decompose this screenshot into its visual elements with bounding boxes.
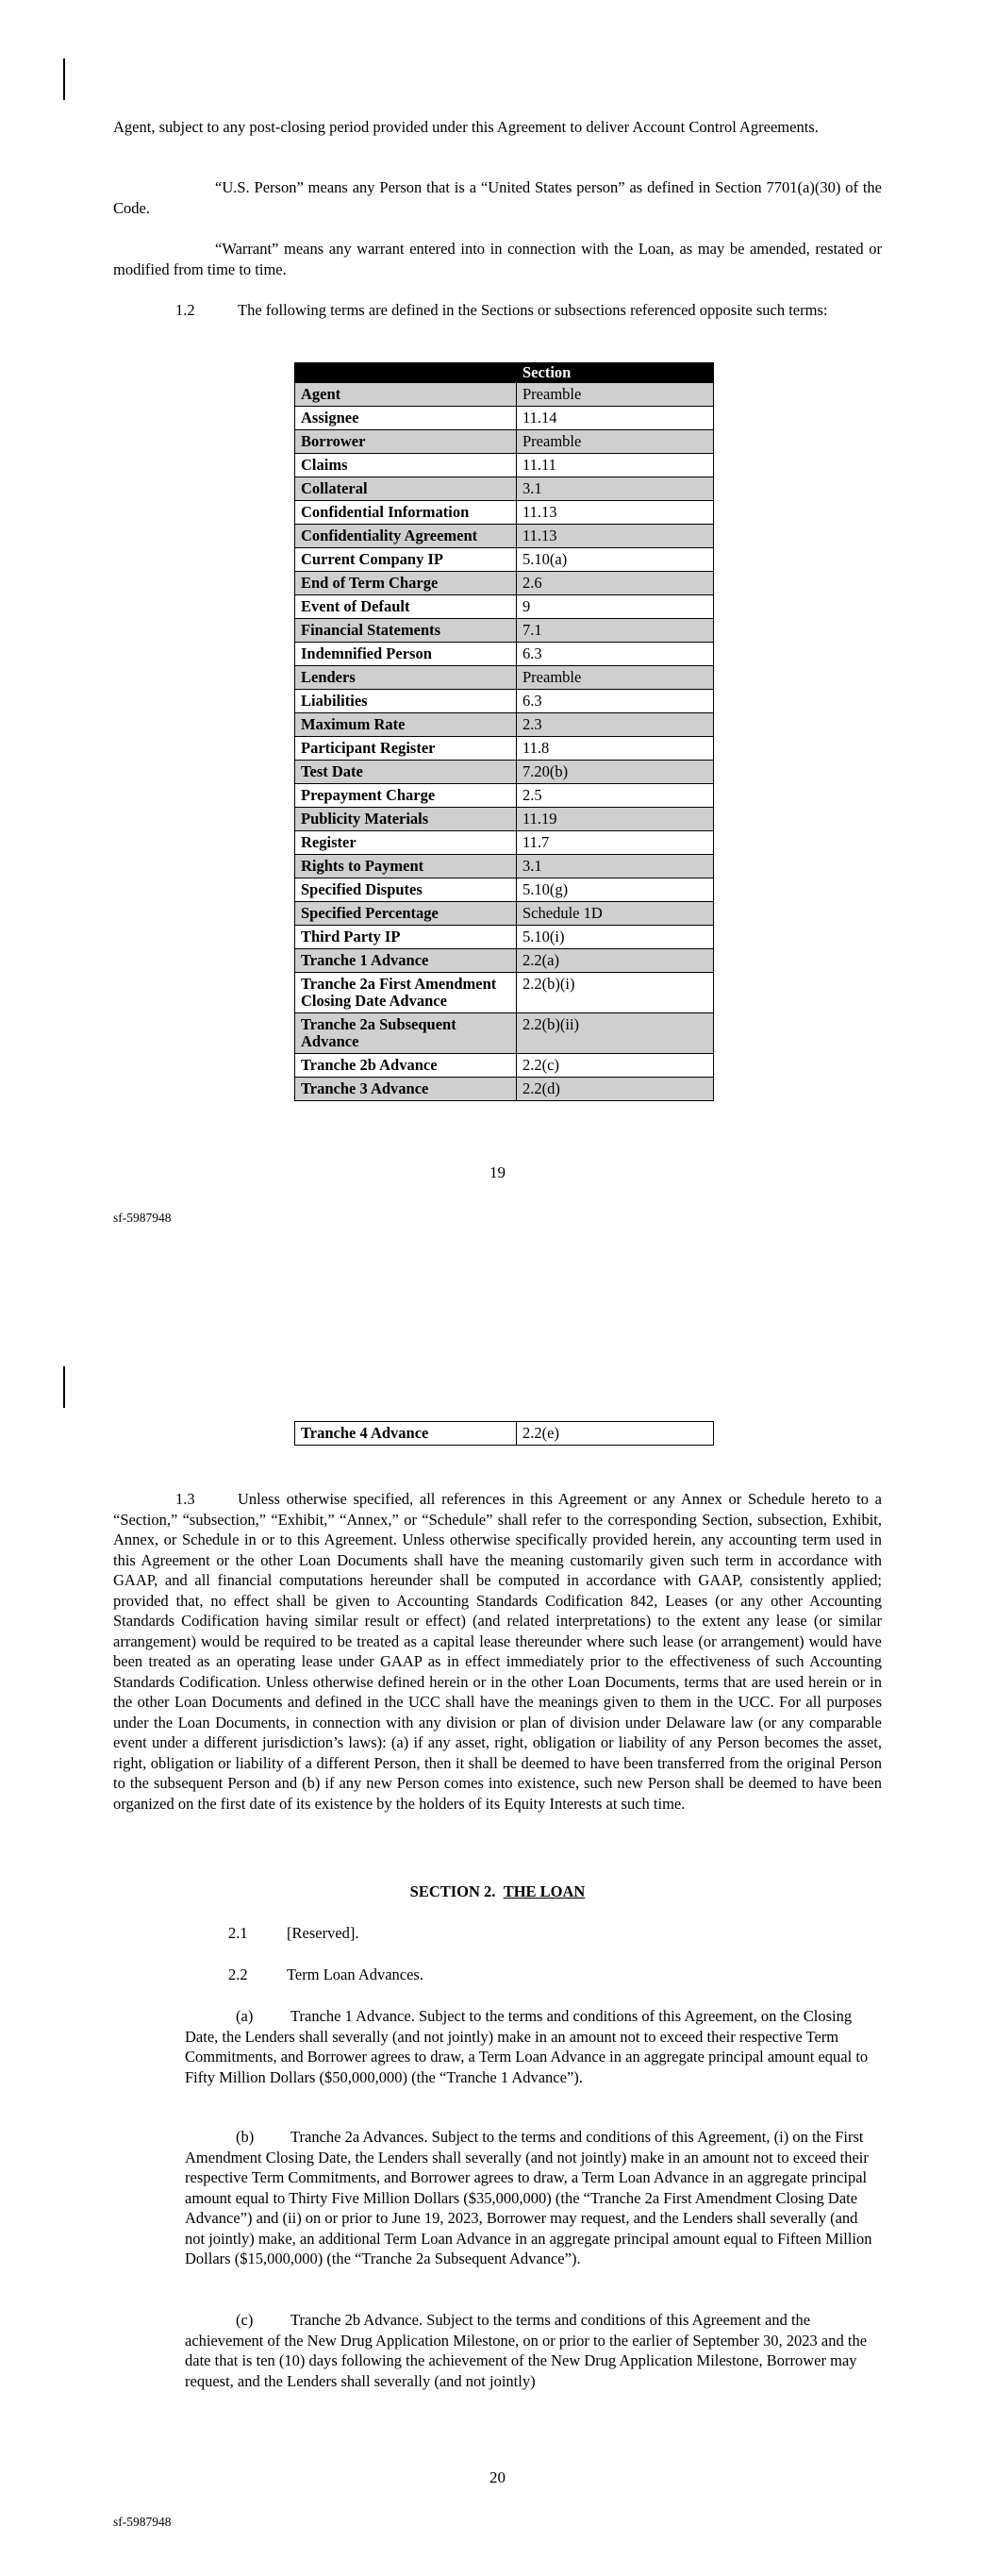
section-cell: 11.19 <box>517 808 714 831</box>
section-cell: 2.2(c) <box>517 1054 714 1078</box>
document-id: sf-5987948 <box>113 2515 172 2529</box>
term-cell: Collateral <box>295 477 517 501</box>
term-cell: Borrower <box>295 430 517 454</box>
table-row <box>295 643 714 666</box>
header-term-cell <box>295 363 517 383</box>
table-row <box>295 761 714 784</box>
paragraph-1-2 <box>113 300 882 321</box>
table-row <box>295 407 714 430</box>
section-cell: 5.10(i) <box>517 926 714 949</box>
section-cell: 5.10(g) <box>517 878 714 902</box>
term-cell: Prepayment Charge <box>295 784 517 808</box>
term-cell: Claims <box>295 454 517 477</box>
table-row <box>295 525 714 548</box>
section-cell: 5.10(a) <box>517 548 714 572</box>
section-cell: 6.3 <box>517 643 714 666</box>
item-text: Term Loan Advances. <box>287 1965 424 1983</box>
table-row <box>295 949 714 973</box>
item-text: [Reserved]. <box>287 1924 359 1942</box>
paragraph-text: Unless otherwise specified, all references in this Agreement or any Annex or Schedule hereto to a “Section,” “subsection,” “Exhibit,” “Annex,” or “Schedule” shall refer to the corresponding Section, subsection, Exhibit, Annex, or Schedule in or to this Agreement. Unless otherwise specifically provided herein, any accounting term used in this Agreement or the other Loan Documents shall have the meaning customarily given such term in accordance with GAAP, and all financial computations hereunder shall be computed in accordance with GAAP, consistently applied; provided that, no effect shall be given to Accounting Standards Codification 842, Leases (or any other Accounting Standards Codification having similar result or effect) (and related interpretations) to the extent any lease (or similar arrangement) would be required to be treated as a capital lease thereunder where such lease (or arrangement) would have been treated as an operating lease under GAAP as in effect immediately prior to the effectiveness of such Accounting Standards Codification. Unless otherwise defined herein or in the other Loan Documents, terms that are used herein or in the other Loan Documents and defined in the UCC shall have the meanings given to them in the UCC. For all purposes under the Loan Documents, in connection with any division or plan of division under Delaware law (or any comparable event under a different jurisdiction’s laws): (a) if any asset, right, obligation or liability of any Person becomes the asset, right, obligation or liability of a different Person, then it shall be deemed to have been transferred from the original Person to the subsequent Person and (b) if any new Person comes into existence, such new Person shall be deemed to have been organized on the first date of its existence by the holders of its Equity Interests at such time. <box>113 1490 882 1813</box>
section-cell: Preamble <box>517 430 714 454</box>
term-cell: Tranche 3 Advance <box>295 1078 517 1101</box>
term-cell: End of Term Charge <box>295 572 517 595</box>
term-cell: Tranche 2b Advance <box>295 1054 517 1078</box>
section-cell: 2.5 <box>517 784 714 808</box>
table-row <box>295 855 714 878</box>
table-row <box>295 477 714 501</box>
paragraph-agent-continuation: Agent, subject to any post-closing period provided under this Agreement to deliver Account Control Agreements. <box>113 118 819 136</box>
paragraph-number: 1.3 <box>175 1490 195 1508</box>
table-header-row <box>295 363 714 383</box>
table-row <box>295 572 714 595</box>
term-cell: Tranche 1 Advance <box>295 949 517 973</box>
section-cell: 2.3 <box>517 713 714 737</box>
section-cell: 7.20(b) <box>517 761 714 784</box>
section-cell: Preamble <box>517 666 714 690</box>
section-cell: 2.2(b)(ii) <box>517 1013 714 1054</box>
term-cell: Tranche 2a Subsequent Advance <box>295 1013 517 1054</box>
term-cell: Agent <box>295 383 517 407</box>
item-number: 2.1 <box>228 1924 248 1942</box>
table-row <box>295 878 714 902</box>
term-cell: Lenders <box>295 666 517 690</box>
section-cell: 7.1 <box>517 619 714 643</box>
section-cell: 2.6 <box>517 572 714 595</box>
term-cell: Specified Disputes <box>295 878 517 902</box>
term-cell: Rights to Payment <box>295 855 517 878</box>
item-number: (c) <box>236 2311 254 2329</box>
item-number: 2.2 <box>228 1965 248 1983</box>
section-cell: 9 <box>517 595 714 619</box>
table-row <box>295 595 714 619</box>
table-row <box>295 713 714 737</box>
document-id: sf-5987948 <box>113 1211 172 1225</box>
section-title: THE LOAN <box>503 1882 586 1900</box>
table-row <box>295 737 714 761</box>
table-row <box>295 430 714 454</box>
term-cell: Tranche 4 Advance <box>295 1422 517 1446</box>
term-cell: Confidential Information <box>295 501 517 525</box>
term-cell: Financial Statements <box>295 619 517 643</box>
term-cell: Tranche 2a First Amendment Closing Date Advance <box>295 973 517 1013</box>
section-cell: 11.13 <box>517 501 714 525</box>
table-row <box>295 619 714 643</box>
term-cell: Confidentiality Agreement <box>295 525 517 548</box>
table-row <box>295 548 714 572</box>
term-cell: Test Date <box>295 761 517 784</box>
paragraph-text: The following terms are defined in the Sections or subsections referenced opposite such terms: <box>238 301 828 319</box>
section-cell: 2.2(a) <box>517 949 714 973</box>
defined-terms-table <box>294 362 714 1101</box>
section-heading <box>0 1882 995 1901</box>
section-cell: Schedule 1D <box>517 902 714 926</box>
section-cell: 3.1 <box>517 477 714 501</box>
section-cell: 11.13 <box>517 525 714 548</box>
section-cell: 6.3 <box>517 690 714 713</box>
table-row <box>295 690 714 713</box>
change-bar <box>63 59 65 100</box>
item-text: Tranche 1 Advance. Subject to the terms and conditions of this Agreement, on the Closing Date, the Lenders shall severally (and not jointly) make in an amount not to exceed their respective Term Commitments, and Borrower agrees to draw, a Term Loan Advance in an aggregate principal amount equal to Fifty Million Dollars ($50,000,000) (the “Tranche 1 Advance”). <box>185 2007 869 2086</box>
table-row <box>295 666 714 690</box>
section-cell: 2.2(d) <box>517 1078 714 1101</box>
paragraph-number: 1.2 <box>175 301 195 319</box>
term-cell: Participant Register <box>295 737 517 761</box>
table-row <box>295 501 714 525</box>
term-cell: Specified Percentage <box>295 902 517 926</box>
term-cell: Liabilities <box>295 690 517 713</box>
term-cell: Third Party IP <box>295 926 517 949</box>
table-row <box>295 1422 714 1446</box>
term-cell: Maximum Rate <box>295 713 517 737</box>
paragraph-1-3 <box>113 1489 882 1814</box>
paragraph-us-person-definition: “U.S. Person” means any Person that is a “United States person” as defined in Section 7701(a)(30) of the Code. <box>113 178 882 217</box>
item-2-1 <box>113 1923 882 1944</box>
section-cell: 2.2(b)(i) <box>517 973 714 1013</box>
change-bar <box>63 1366 65 1408</box>
section-cell: 3.1 <box>517 855 714 878</box>
page-number: 20 <box>489 2468 506 2486</box>
section-cell: 11.11 <box>517 454 714 477</box>
table-row <box>295 454 714 477</box>
table-row <box>295 808 714 831</box>
section-cell: 11.7 <box>517 831 714 855</box>
section-cell: 11.8 <box>517 737 714 761</box>
table-row <box>295 926 714 949</box>
section-number: SECTION 2. <box>409 1882 496 1900</box>
term-cell: Event of Default <box>295 595 517 619</box>
item-2-2-c <box>185 2310 873 2391</box>
page-number: 19 <box>489 1163 506 1181</box>
item-number: (a) <box>236 2007 254 2025</box>
section-cell: Preamble <box>517 383 714 407</box>
header-section-cell: Section <box>517 363 714 383</box>
table-row <box>295 383 714 407</box>
defined-terms-table-continued <box>294 1421 714 1446</box>
table-row <box>295 1078 714 1101</box>
table-row <box>295 831 714 855</box>
paragraph-warrant-definition: “Warrant” means any warrant entered into in connection with the Loan, as may be amended, restated or modified from time to time. <box>113 240 882 278</box>
term-cell: Publicity Materials <box>295 808 517 831</box>
section-cell: 2.2(e) <box>517 1422 714 1446</box>
term-cell: Register <box>295 831 517 855</box>
section-cell: 11.14 <box>517 407 714 430</box>
item-2-2 <box>113 1965 882 1985</box>
term-cell: Indemnified Person <box>295 643 517 666</box>
item-text: Tranche 2b Advance. Subject to the terms and conditions of this Agreement and the achievement of the New Drug Application Milestone, on or prior to the earlier of September 30, 2023 and the date that is ten (10) days following the achievement of the New Drug Application Milestone, Borrower may request, and the Lenders shall severally (and not jointly) <box>185 2311 868 2390</box>
item-text: Tranche 2a Advances. Subject to the terms and conditions of this Agreement, (i) on the First Amendment Closing Date, the Lenders shall severally (and not jointly) make in an amount not to exceed their respective Term Commitments, and Borrower agrees to draw, a Term Loan Advance in an aggregate principal amount equal to Thirty Five Million Dollars ($35,000,000) (the “Tranche 2a First Amendment Closing Date Advance”) and (ii) on or prior to June 19, 2023, Borrower may request, and the Lenders shall severally (and not jointly) make, an additional Term Loan Advance in an aggregate principal amount equal to Fifteen Million Dollars ($15,000,000) (the “Tranche 2a Subsequent Advance”). <box>185 2128 872 2267</box>
item-2-2-a <box>185 2006 873 2087</box>
table-row <box>295 784 714 808</box>
term-cell: Assignee <box>295 407 517 430</box>
table-row <box>295 1013 714 1054</box>
table-row <box>295 973 714 1013</box>
item-number: (b) <box>236 2128 255 2146</box>
table-row <box>295 1054 714 1078</box>
term-cell: Current Company IP <box>295 548 517 572</box>
table-row <box>295 902 714 926</box>
item-2-2-b <box>185 2127 873 2269</box>
